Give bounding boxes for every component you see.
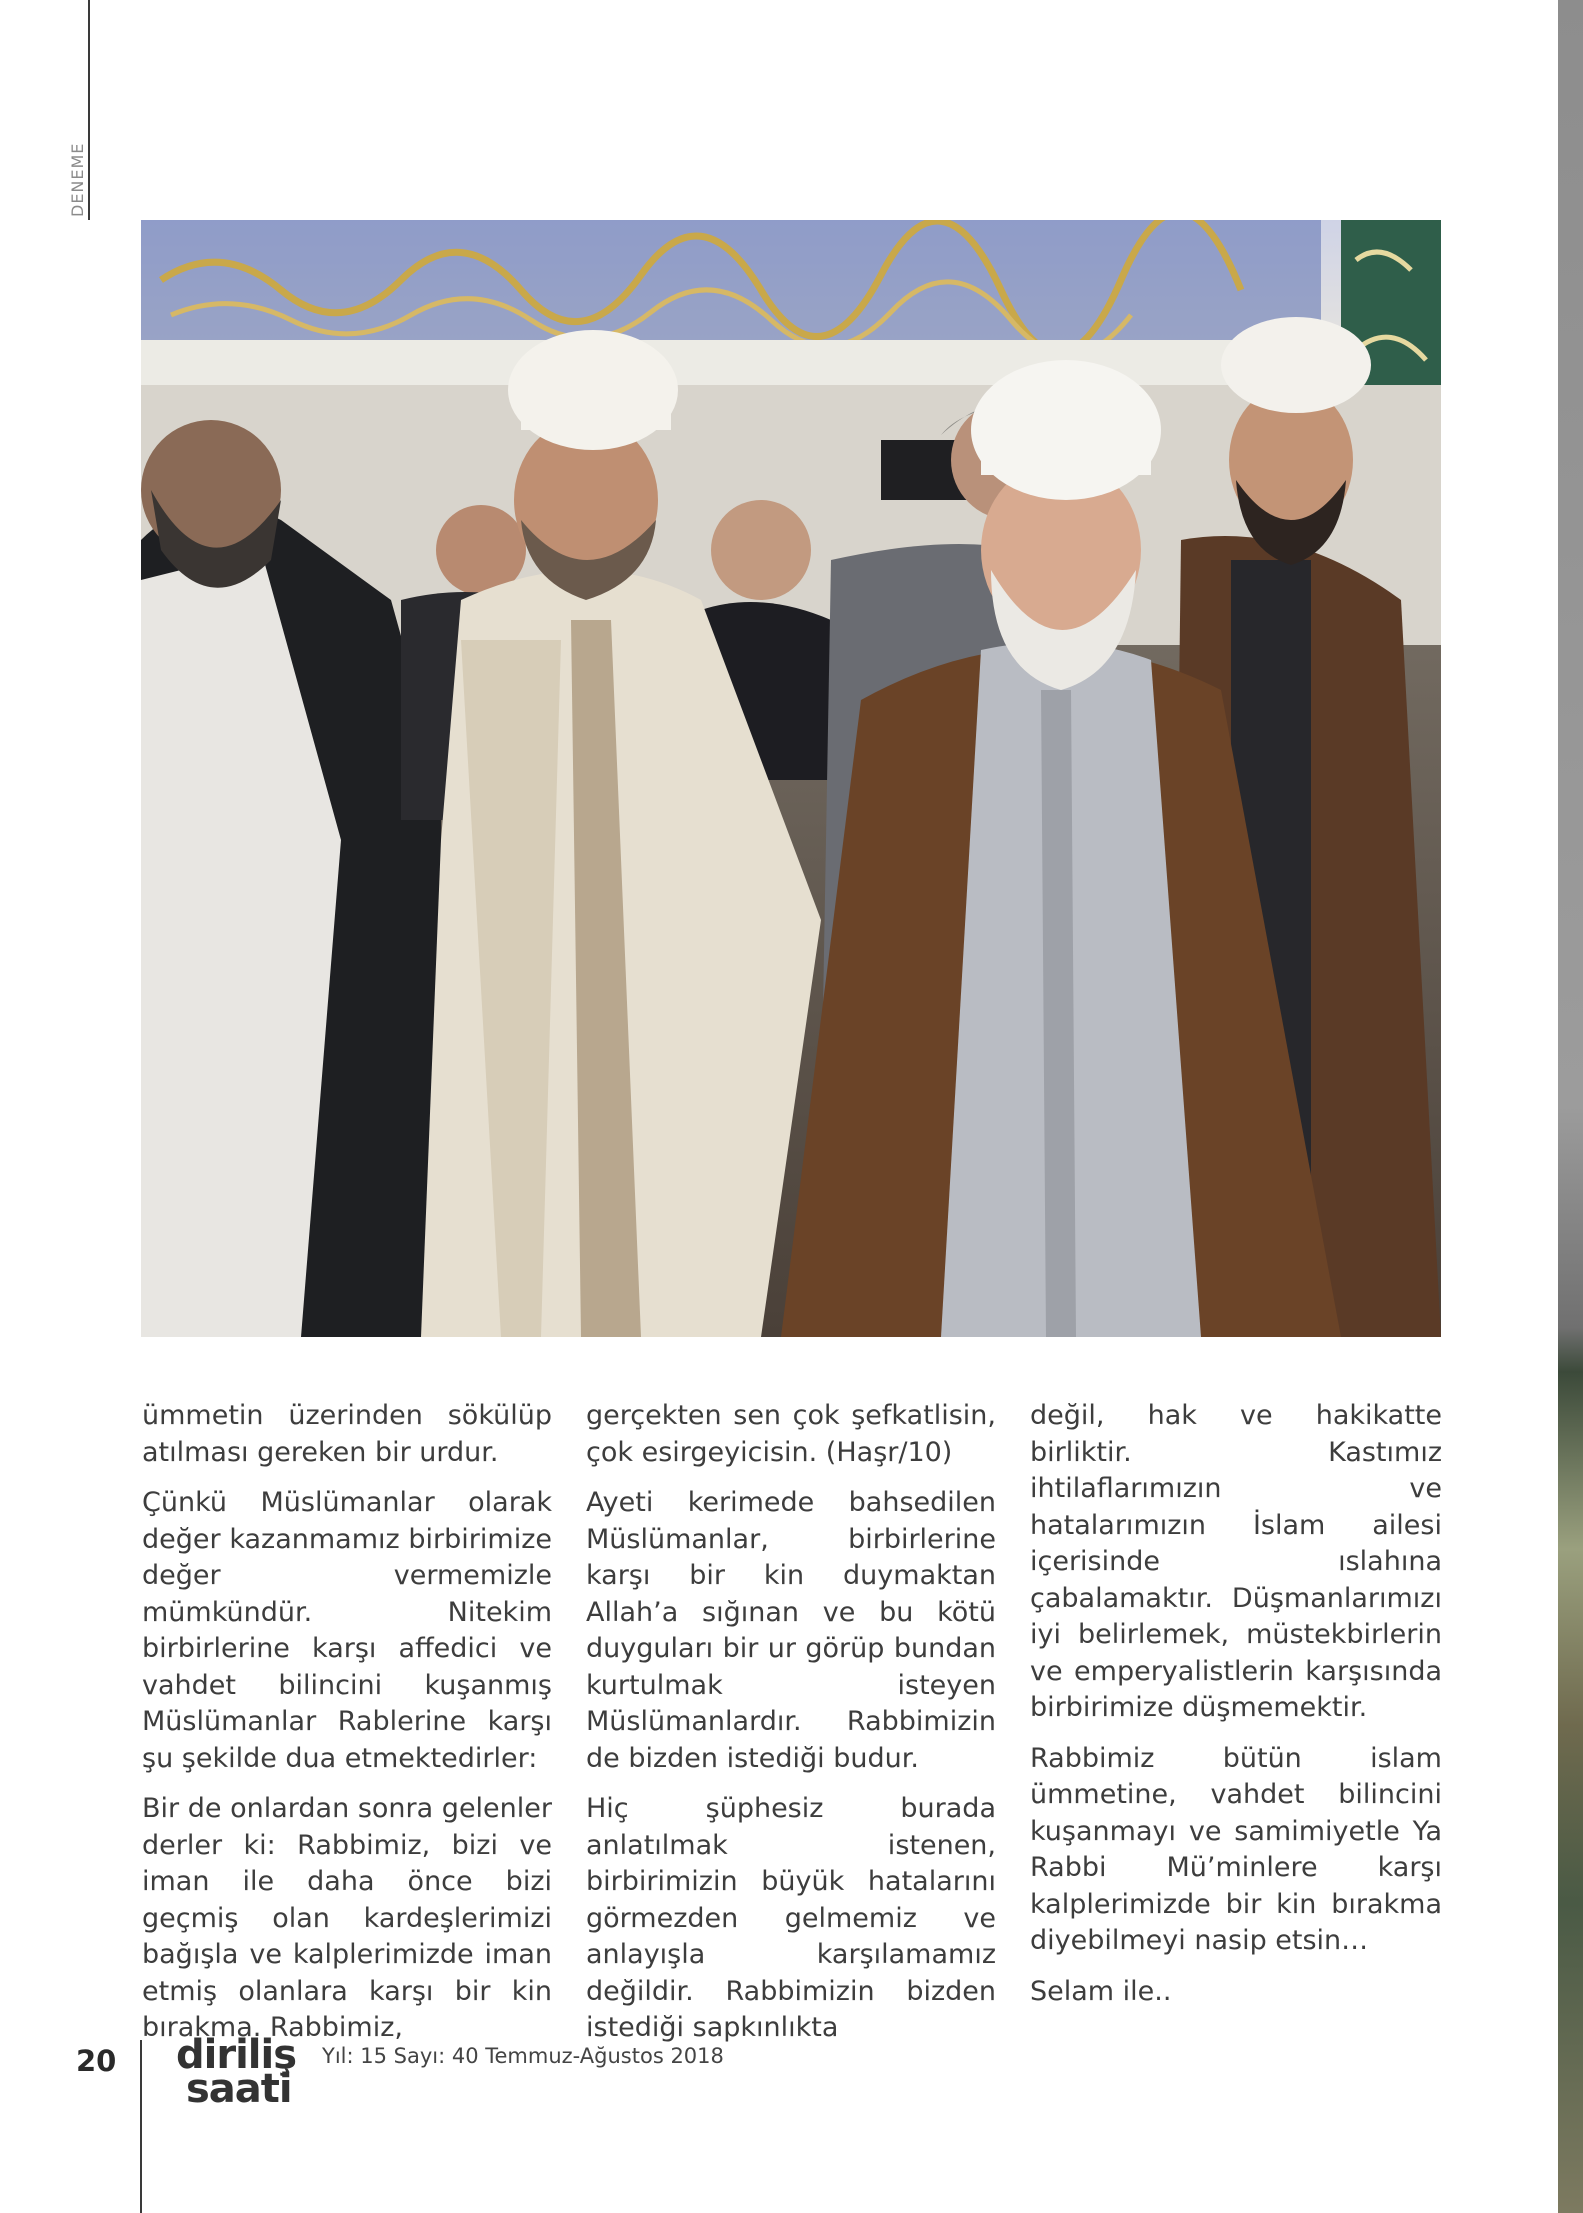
paragraph: Ayeti kerimede bahsedilen Müslümanlar, birbirlerine karşı bir kin duymaktan Allah’a sığınan ve bu kötü duyguları bir ur görüp bundan kurtulmak isteyen Müslümanlardır. Rabbimizin de bizden istediği budur. [586,1487,996,1774]
top-vertical-rule [88,0,90,220]
logo-line-2: saati [186,2066,292,2112]
paragraph: Bir de onlardan sonra gelenler derler ki: Rabbimiz, bizi ve iman ile daha önce bizi geçmiş olan kardeşlerimizi bağışla ve kalplerimizde iman etmiş olanlara karşı bir kin bırakma. Rabbimiz, [142,1793,552,2043]
text-column-2 [586,1398,996,2061]
logo-line-1: diriliş [176,2032,297,2078]
paragraph: ümmetin üzerinden sökülüp atılması gereken bir urdur. [142,1400,552,1468]
magazine-logo [176,2032,306,2112]
section-label: DENEME [68,142,87,218]
text-column-1 [142,1398,552,2061]
mosque-prayer-photo [141,220,1441,1337]
mosque-prayer-icon [141,220,1441,1337]
paragraph: gerçekten sen çok şefkatlisin, çok esirgeyicisin. (Haşr/10) [586,1400,996,1468]
issue-info: Yıl: 15 Sayı: 40 Temmuz-Ağustos 2018 [322,2044,724,2068]
paragraph: Çünkü Müslümanlar olarak değer kazanmamız birbirimize değer vermemizle mümkündür. Nitekim birbirlerine karşı affedici ve vahdet bilincini kuşanmış Müslümanlar Rablerine karşı şu şekilde dua etmektedirler: [142,1487,552,1774]
facing-page-edge [1558,0,1583,2213]
paragraph: Rabbimiz bütün islam ümmetine, vahdet bilincini kuşanmayı ve samimiyetle Ya Rabbi Mü’minlere karşı kalplerimizde bir kin bırakma diyebilmeyi nasip etsin… [1030,1742,1442,1956]
paragraph: Selam ile.. [1030,1975,1172,2007]
footer-vertical-rule [140,2040,142,2213]
text-column-3 [1030,1398,1442,2024]
paragraph: değil, hak ve hakikatte birliktir. Kastımız ihtilaflarımızın ve hatalarımızın İslam ailesi içerisinde ıslahına çabalamaktır. Düşmanlarımızı iyi belirlemek, müstekbirlerin ve emperyalistlerin karşısında birbirimize düşmemektir. [1030,1400,1442,1723]
page-number: 20 [76,2044,117,2078]
paragraph: Hiç şüphesiz burada anlatılmak istenen, birbirimizin büyük hatalarını görmezden gelmemiz ve anlayışla karşılamamız değildir. Rabbimizin bizden istediği sapkınlıkta [586,1793,996,2043]
